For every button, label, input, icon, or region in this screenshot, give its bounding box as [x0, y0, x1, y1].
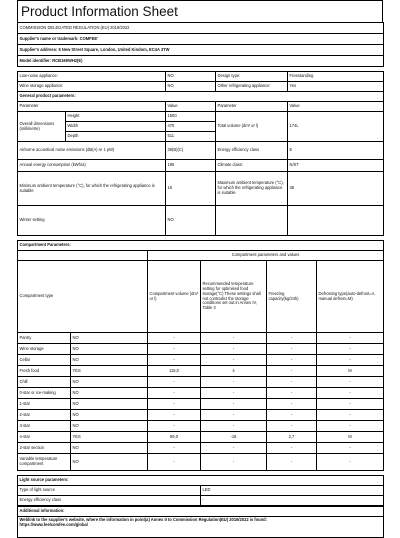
compartment-heading: Compartment Parameters:: [18, 241, 384, 251]
compartment-freezing: -: [267, 443, 317, 454]
general-table: [17, 71, 384, 236]
compartment-row: [18, 366, 384, 377]
height-label: Height: [66, 112, 166, 122]
energy-consumption-value: 195: [166, 160, 216, 172]
depth-label: Depth: [66, 132, 166, 142]
compartment-freezing: -: [267, 377, 317, 388]
max-temp-value: 38: [288, 172, 384, 206]
compartment-row: [18, 421, 384, 432]
compartment-name: 4-star: [18, 432, 71, 443]
compartment-present: NO: [71, 410, 148, 421]
compartment-present: NO: [71, 421, 148, 432]
overall-dimensions-label: Overall dimensions (millimetre): [18, 112, 66, 142]
compartment-name: 0-star or ice-making: [18, 388, 71, 399]
noise-value: 39(B)(C): [166, 142, 216, 160]
compartment-freezing: 2,7: [267, 432, 317, 443]
light-efficiency-value: -: [201, 496, 384, 506]
compartment-row: [18, 399, 384, 410]
compartment-present: NO: [71, 454, 148, 471]
compartment-temp: 4: [201, 366, 267, 377]
compartment-temp: -: [201, 410, 267, 421]
supplier-name: Supplier's name or trademark: COMFEE': [18, 34, 384, 45]
low-noise-label: Low-noise appliance:: [18, 72, 166, 82]
additional-heading: Additional information:: [18, 507, 384, 517]
recommended-temp-header: Recommended temperature setting for optimised food storage(°C) These settings shall not contradict the storage conditions set out in Annex IV, Table 3: [201, 261, 267, 333]
compartment-defrost: -: [317, 410, 384, 421]
low-noise-value: NO: [166, 72, 216, 82]
compartment-temp: -: [201, 443, 267, 454]
compartment-name: 2-star section: [18, 443, 71, 454]
height-value: 1500: [166, 112, 216, 122]
compartment-row: [18, 410, 384, 421]
compartment-present: NO: [71, 377, 148, 388]
compartment-temp: -: [201, 388, 267, 399]
compartment-volume: -: [148, 344, 201, 355]
compartment-name: Variable temperature compartment: [18, 454, 71, 471]
compartment-freezing: -: [267, 388, 317, 399]
empty-cell: [216, 206, 288, 236]
empty-cell: [288, 206, 384, 236]
compartment-freezing: -: [267, 399, 317, 410]
compartment-volume: -: [148, 443, 201, 454]
compartment-present: NO: [71, 333, 148, 344]
compartment-row: [18, 355, 384, 366]
light-heading: Light source parameters:: [18, 476, 384, 486]
compartment-volume: 59,0: [148, 432, 201, 443]
compartment-volume: -: [148, 333, 201, 344]
value-header-2: Value: [288, 102, 384, 112]
winter-setting-label: Winter setting: [18, 206, 166, 236]
compartment-defrost: -: [317, 443, 384, 454]
compartment-freezing: -: [267, 333, 317, 344]
additional-table: [17, 506, 384, 538]
compartment-defrost: -: [317, 377, 384, 388]
total-volume-label: Total volume (dm³ or l): [216, 112, 288, 142]
param-header-2: Parameter: [216, 102, 288, 112]
product-information-sheet: [17, 0, 383, 538]
compartment-defrost: -: [317, 333, 384, 344]
compartment-present: NO: [71, 344, 148, 355]
climate-class-value: N/ST: [288, 160, 384, 172]
compartment-temp: -: [201, 377, 267, 388]
compartment-defrost: -: [317, 421, 384, 432]
compartment-temp: -: [201, 344, 267, 355]
compartment-volume: -: [148, 410, 201, 421]
depth-value: 511: [166, 132, 216, 142]
compartment-row: [18, 344, 384, 355]
wine-storage-label: Wine storage appliance:: [18, 82, 166, 92]
compartment-freezing: -: [267, 410, 317, 421]
compartment-present: NO: [71, 355, 148, 366]
winter-setting-value: NO: [166, 206, 216, 236]
compartment-row: [18, 454, 384, 471]
design-type-value: Freestanding: [288, 72, 384, 82]
efficiency-value: E: [288, 142, 384, 160]
defrost-header: Defrosting type(auto-defrost=A, manual defrost=M): [317, 261, 384, 333]
compartment-group-header: Compartment parameters and values: [148, 251, 384, 261]
compartment-present: YES: [71, 432, 148, 443]
compartment-name: Cellar: [18, 355, 71, 366]
compartment-volume: -: [148, 421, 201, 432]
model-identifier: Model identifier: RCB169WH2(E): [18, 56, 384, 67]
regulation-text: COMMISSION DELEGATED REGULATION (EU) 2019/2022: [18, 23, 384, 34]
supplier-address: Supplier's address: 5 New Street Square, London, United Kindom, EC4A 3TW: [18, 45, 384, 56]
compartment-name: Wine storage: [18, 344, 71, 355]
compartment-present: NO: [71, 443, 148, 454]
compartment-present: NO: [71, 399, 148, 410]
compartment-present: YES: [71, 366, 148, 377]
compartment-defrost: -: [317, 399, 384, 410]
compartment-table: [17, 240, 384, 471]
width-value: 470: [166, 122, 216, 132]
volume-header: Compartment volume (dm³ or l): [148, 261, 201, 333]
compartment-temp: -: [201, 421, 267, 432]
compartment-rows: [18, 333, 384, 471]
compartment-temp: -: [201, 454, 267, 471]
compartment-freezing: -: [267, 454, 317, 471]
compartment-volume: -: [148, 355, 201, 366]
compartment-temp: -: [201, 399, 267, 410]
compartment-name: 2-star: [18, 410, 71, 421]
design-type-label: Design type:: [216, 72, 288, 82]
compartment-defrost: -: [317, 454, 384, 471]
compartment-temp: -: [201, 355, 267, 366]
compartment-name: Fresh food: [18, 366, 71, 377]
other-refrigerating-value: Yes: [288, 82, 384, 92]
compartment-defrost: -: [317, 344, 384, 355]
compartment-temp: -18: [201, 432, 267, 443]
compartment-volume: 115,0: [148, 366, 201, 377]
weblink-text: Weblink to the supplier's website, where the information in point(a) Annex II to Commission Regulation(EU) 2019/2022 is found:: [19, 517, 268, 522]
compartment-volume: -: [148, 377, 201, 388]
efficiency-label: Energy efficiency class: [216, 142, 288, 160]
compartment-freezing: -: [267, 421, 317, 432]
compartment-row: [18, 333, 384, 344]
page-title: Product Information Sheet: [17, 0, 383, 22]
compartment-freezing: -: [267, 355, 317, 366]
other-refrigerating-label: Other refrigerating appliance:: [216, 82, 288, 92]
compartment-present: NO: [71, 388, 148, 399]
compartment-defrost: M: [317, 366, 384, 377]
compartment-name: 1-star: [18, 399, 71, 410]
header-table: [17, 22, 384, 67]
width-label: Width: [66, 122, 166, 132]
total-volume-value: 174L: [288, 112, 384, 142]
compartment-temp: -: [201, 333, 267, 344]
light-efficiency-label: Energy efficiency class: [18, 496, 201, 506]
wine-storage-value: NO: [166, 82, 216, 92]
compartment-defrost: -: [317, 355, 384, 366]
climate-class-label: Climate class:: [216, 160, 288, 172]
compartment-defrost: M: [317, 432, 384, 443]
light-type-label: Type of light source: [18, 486, 201, 496]
compartment-name: Pantry: [18, 333, 71, 344]
compartment-freezing: -: [267, 344, 317, 355]
energy-consumption-label: Annual energy consumption (kWh/a): [18, 160, 166, 172]
empty-cell: [18, 251, 148, 261]
min-temp-value: 16: [166, 172, 216, 206]
compartment-freezing: -: [267, 366, 317, 377]
supplier-url[interactable]: https://www.feelcomfee.com/global: [19, 521, 88, 527]
compartment-name: Chill: [18, 377, 71, 388]
compartment-volume: -: [148, 399, 201, 410]
compartment-volume: -: [148, 388, 201, 399]
compartment-row: [18, 388, 384, 399]
light-type-value: LED: [201, 486, 384, 496]
compartment-row: [18, 432, 384, 443]
min-temp-label: Minimum ambient temperature (°C), for which the refrigerating appliance is suitable: [18, 172, 166, 206]
weblink-cell: [18, 517, 384, 538]
freezing-header: Freezing capacity(kg/24h): [267, 261, 317, 333]
max-temp-label: Maximum ambient temperature (°C), for which the refrigerating appliance is suitable: [216, 172, 288, 206]
general-heading: General product parameters:: [18, 92, 384, 102]
compartment-row: [18, 377, 384, 388]
compartment-type-header: Compartment type: [18, 261, 148, 333]
value-header: Value: [166, 102, 216, 112]
compartment-defrost: -: [317, 388, 384, 399]
light-table: [17, 475, 384, 506]
compartment-name: 3-star: [18, 421, 71, 432]
compartment-volume: -: [148, 454, 201, 471]
compartment-row: [18, 443, 384, 454]
param-header: Parameter: [18, 102, 166, 112]
noise-label: Airborne acoustical noise emissions (dB(A) re 1 pW): [18, 142, 166, 160]
